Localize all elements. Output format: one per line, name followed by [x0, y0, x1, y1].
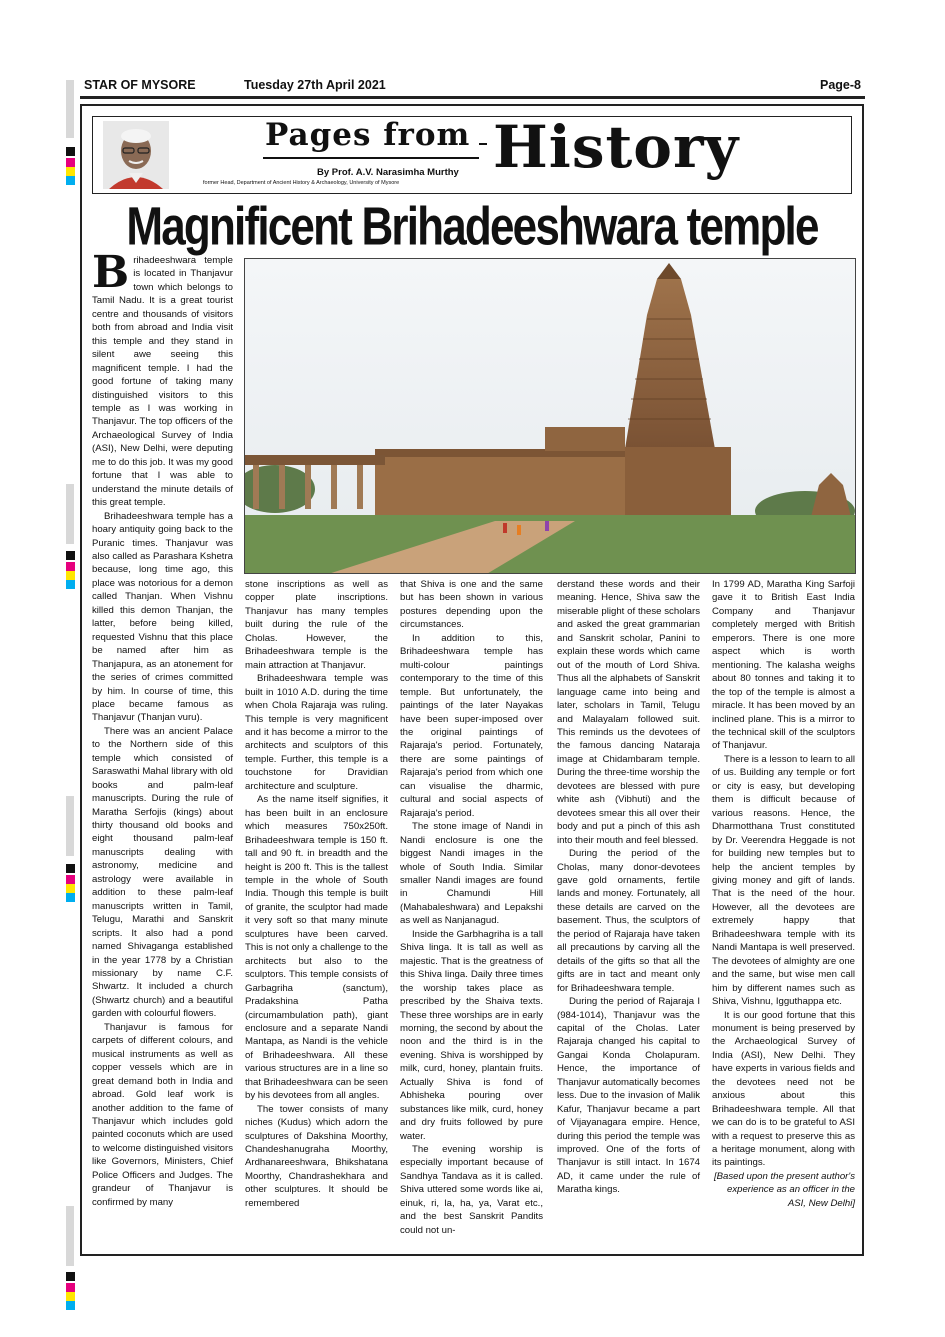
- section-banner: [92, 113, 852, 194]
- paragraph: rihadeeshwara temple is located in Thanjavur town which belongs to Tamil Nadu. It is a great tourist centre and thousands of visitors both from abroad and India visit this temple and they stand in silent awe seeing this magnificent temple. I had the good fortune of taking many distinguished visitors to this temple as I was working in Thanjavur. The top officers of the Archaeological Survey of India (ASI), New Delhi, were deputing me to do this job. It was my good fortune that I was able to understand the minute details of this great temple.: [92, 255, 233, 509]
- registration-mark-black: [66, 147, 75, 156]
- paragraph: In 1799 AD, Maratha King Sarfoji gave it to British East India Company and Thanjavur completely merged with British emperors. There is one more aspect which is worth mentioning. The kalasha weighs about 80 tonnes and taking it to the top of the temple is almost a miracle. It has been moved by an inclined plane. This is a mirror to the technical skill of the sculptors of Thanjavur.: [712, 579, 855, 752]
- temple-photo: [244, 258, 856, 574]
- section-title-part2: History: [493, 113, 740, 181]
- registration-mark-cyan: [66, 1301, 75, 1310]
- paragraph: The tower consists of many niches (Kudus) which adorn the sculptures of Dakshina Moorthy, Chandeshanugraha Moorthy, Ardhanareeshwara, Bhikshatana Moorthy, Chandrashekhara and other sculptures. It should be remembered: [245, 1103, 388, 1209]
- registration-mark-magenta: [66, 1283, 75, 1292]
- paragraph: During the period of the Cholas, many donor-devotees gave gold ornaments, fertile lands and money. Fortunately, all these details are carved on the basement. Thus, the sculptors of the period of Rajaraja have taken all precautions by carving all the details of the gifts so that all the gifts are in tact and meant only for Brihadeeshwara temple.: [557, 848, 700, 994]
- registration-mark-magenta: [66, 562, 75, 571]
- registration-mark-magenta: [66, 875, 75, 884]
- paragraph: stone inscriptions as well as copper plate inscriptions. Thanjavur has many temples built during the rule of the Cholas. However, the Brihadeeshwara temple is the main attraction at Thanjavur.: [245, 579, 388, 671]
- registration-mark-black: [66, 864, 75, 873]
- print-margin-strip: [66, 484, 74, 544]
- section-title-part1: Pages from: [265, 117, 471, 153]
- print-margin-strip: [66, 1206, 74, 1266]
- paragraph: Brihadeeshwara temple has a hoary antiquity going back to the Puranic times. Thanjavur was also called as Parashara Kshetra because, long time ago, this place was notorious for a demon called Thanjan. When Vishnu killed this demon Thanjan, the latter, before being killed, requested Vishnu that this place be named after him as Thanjapura, as an atonement for the series of crimes committed by him. In course of time, this place became famous as Thanjavur (Thanjan vuru).: [92, 510, 233, 724]
- registration-mark-cyan: [66, 580, 75, 589]
- paragraph: that Shiva is one and the same but has been shown in various postures depending upon the circumstances.: [400, 579, 543, 631]
- drop-cap: B: [92, 247, 130, 298]
- publication-name: STAR OF MYSORE: [84, 78, 196, 92]
- source-credit: [Based upon the present author's experience as an officer in the ASI, New Delhi]: [713, 1170, 855, 1209]
- paragraph: Inside the Garbhagriha is a tall Shiva linga. It is tall as well as majestic. That is the greatness of this Shiva linga. Daily three times the worship takes place as prescribed by the Shaiva texts. These three worships are in early morning, the second by about the noon and the third is in the evening. Shiva is worshipped by milk, curd, honey, plantain fruits. Actually Shiva is fond of Abhisheka pouring over substances like milk, curd, honey and dry fruits followed by pure water.: [400, 928, 543, 1142]
- paragraph: There was an ancient Palace to the Northern side of this temple which consisted of Saraswathi Mahal library with old books and palm-leaf manuscripts. During the rule of Maratha Serfojis (kings) about thirty thousand old books and eight thousand palm-leaf manuscripts dealing with astronomy, medicine and astrology were available in addition to these palm-leaf manuscripts written in Tamil, Telugu, Marathi and Sanskrit scripts. It also had a pond named Shivaganga established in the year 1778 by a Christian missionary by name C.F. Shwartz. It included a church (Shwartz church) and a beautiful garden with colourful flowers.: [92, 725, 233, 1020]
- article-column-3: [400, 578, 543, 1237]
- paragraph: As the name itself signifies, it has been built in an enclosure which measures 750x250ft. Brihadeeshwara temple is 150 ft. tall and 90 ft. in breadth and the height is 200 ft. This is the tallest temple in the whole of South India. Though this temple is built of granite, the sculptor had made it very soft so that many minute sculptures have been carved. This is not only a challenge to the architects but also to the sculptors. This temple consists of Garbagriha (sanctum), Pradakshina Patha (circumambulation path), giant enclosure and a separate Nandi Mantapa, as Nandi is the vehicle of Brihadeeshwara. All these various structures are in a line so that Brihadeeshwara can be seen by his devotees from all angles.: [245, 794, 388, 1102]
- print-margin-strip: [66, 796, 74, 856]
- author-photo: [103, 121, 169, 189]
- paragraph: There is a lesson to learn to all of us. Building any temple or fort or city is easy, but developing them is difficult because of various reasons. Hence, the Dharmotthana Trust constituted by Dr. Veerendra Heggade is not for building new temples but to help the ancient temples by giving money and gift of lands. That is the need of the hour. However, all the devotees are extremely happy that Brihadeeshwara temple with its Nandi Mantapa is well preserved. The devotees of almighty are one and the same, but wise men call him by different names such as Shiva, Vishnu, Igguthappa etc.: [712, 753, 855, 1008]
- paragraph: During the period of Rajaraja I (984-1014), Thanjavur was the capital of the Cholas. Later Rajaraja changed his capital to Gangai Konda Cholapuram. Hence, the importance of Thanjavur automatically becomes less. Due to the invasion of Malik Kafur, Thanjavur became a part of Vijayanagara empire. Hence, during this period the temple was improved. One of the forts of Thanjavur is still intact. In 1674 AD, it came under the rule of Maratha kings.: [557, 996, 700, 1196]
- title-underline: [263, 157, 479, 159]
- article-column-5: [712, 578, 855, 1210]
- paragraph: Thanjavur is famous for carpets of different colours, and musical instruments as well as copper vessels which are in great demand both in India and abroad. Gold leaf work is another addition to the fame of Thanjavur which includes gold painted coconuts which are used to welcome distinguished visitors like Governors, Ministers, Chief Police Officers and Judges. The grandeur of Thanjavur is confirmed by many: [92, 1021, 233, 1208]
- temple-photo-icon: [245, 259, 856, 574]
- paragraph: The stone image of Nandi in Nandi enclosure is one the biggest Nandi images in the whole of South India. Similar smaller Nandi images are found in Chamundi Hill (Mahabaleshwara) and Lepakshi as well as Nanjanagud.: [400, 821, 543, 927]
- paragraph: In addition to this, Brihadeeshwara temple has multi-colour paintings contemporary to the time of this temple. But unfortunately, the paintings of the later Nayakas have been super-imposed over the original paintings of Rajaraja's period. Fortunately, there are some paintings of Rajaraja's period from which one can visualise the dharmic, cultural and social aspects of Rajaraja's period.: [400, 632, 543, 819]
- title-rule: [479, 143, 487, 145]
- author-portrait-icon: [103, 121, 169, 189]
- article-headline: Magnificent Brihadeeshwara temple: [126, 197, 818, 257]
- registration-mark-yellow: [66, 1292, 75, 1301]
- registration-mark-cyan: [66, 893, 75, 902]
- author-description: former Head, Department of Ancient History & Archaeology, University of Mysore: [203, 180, 400, 186]
- article-column-4: [557, 578, 700, 1197]
- paragraph: Brihadeeshwara temple was built in 1010 A.D. during the time when Chola Rajaraja was ruling. This temple is very magnificent and it has become a mirror to the architects and sculptors of this temple. Further, this temple is a touchstone for Dravidian architecture and sculpture.: [245, 673, 388, 792]
- issue-date: Tuesday 27th April 2021: [244, 78, 386, 92]
- print-margin-strip: [66, 80, 74, 138]
- paragraph: It is our good fortune that this monument is being preserved by the Archaeological Survey of India (ASI), New Delhi. They have experts in various fields and the devotees need not be anxious about this Brihadeeshwara temple. All that we can do is to be grateful to ASI with a request to preserve this as a heritage monument, along with its paintings.: [712, 1009, 855, 1169]
- paragraph: derstand these words and their meaning. Hence, Shiva saw the miserable plight of these scholars and asked the great grammarian and Sanskrit scholar, Panini to explain these words which came out of the mouth of Lord Shiva. Thus all the alphabets of Sanskrit language came into being and later, scholars in Tamil, Telugu and Malayalam followed suit. This reminds us the devotees of the famous dancing Nataraja image at Chidambaram temple. During the three-time worship the devotees are blessed with pure white ash (Vibhuti) and the devotees smear this all over their body and put a pinch of this ash into their mouth and feel blessed.: [557, 579, 700, 846]
- article-column-2: [245, 578, 388, 1210]
- registration-mark-black: [66, 1272, 75, 1281]
- registration-mark-black: [66, 551, 75, 560]
- paragraph: The evening worship is especially important because of Sandhya Tandava as it is called. Shiva uttered some words like ai, einuk, ri, la, ha, ya, Varat etc., and the best Sanskrit Pandits could not un-: [400, 1144, 543, 1236]
- page-number: Page-8: [820, 78, 861, 92]
- registration-mark-yellow: [66, 571, 75, 580]
- registration-mark-cyan: [66, 176, 75, 185]
- header-rule: [80, 96, 865, 99]
- registration-mark-magenta: [66, 158, 75, 167]
- article-column-1: [92, 247, 233, 1209]
- author-byline: By Prof. A.V. Narasimha Murthy: [317, 167, 459, 178]
- registration-mark-yellow: [66, 167, 75, 176]
- registration-mark-yellow: [66, 884, 75, 893]
